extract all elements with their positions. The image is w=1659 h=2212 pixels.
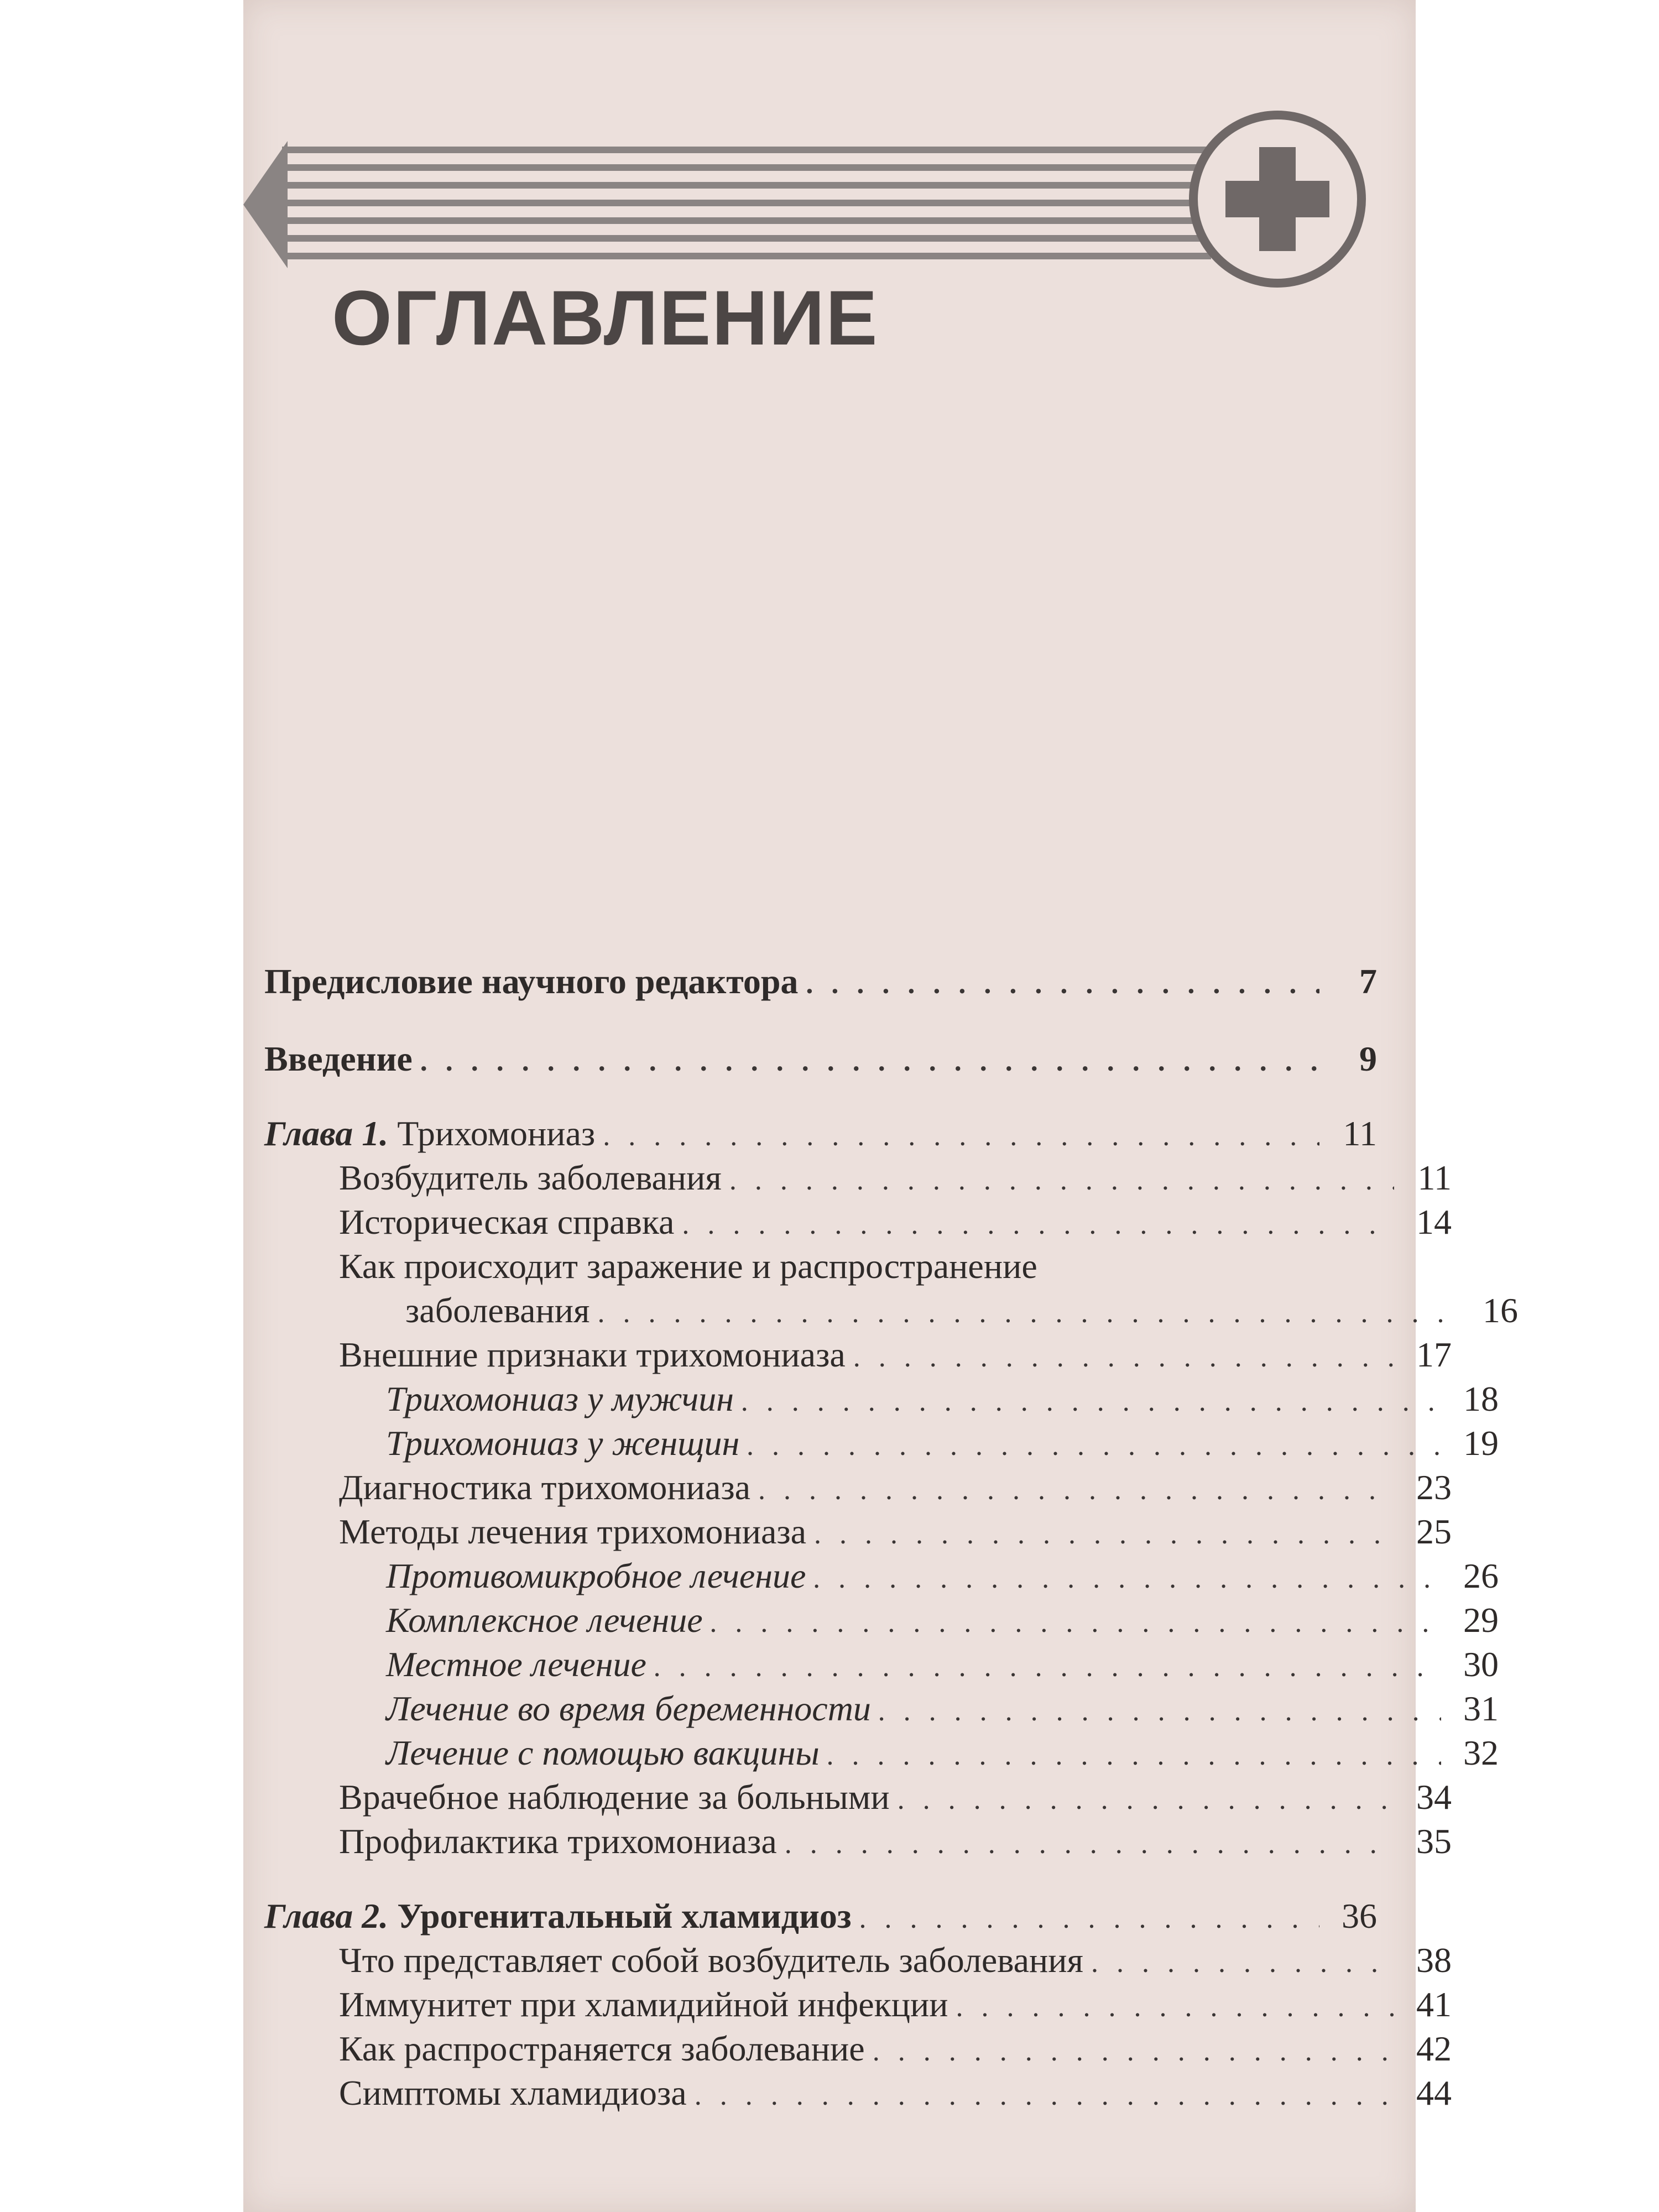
toc-leader-dots: [747, 1424, 1441, 1468]
toc-entry[interactable]: [264, 1333, 1452, 1380]
toc-page-number: 23: [1416, 1468, 1452, 1507]
toc-entry-label: Иммунитет при хламидийной инфекции: [339, 1985, 948, 2024]
toc-page-number: 38: [1416, 1940, 1452, 1980]
toc-entry[interactable]: [264, 1731, 1499, 1778]
toc-entry[interactable]: [264, 1421, 1499, 1468]
toc-entry-label: Врачебное наблюдение за больными: [339, 1777, 890, 1817]
toc-entry[interactable]: [264, 1377, 1499, 1424]
toc-entry[interactable]: [264, 1598, 1499, 1645]
toc-entry[interactable]: [264, 1819, 1452, 1866]
toc-page-number: 9: [1359, 1039, 1377, 1078]
toc-page-number: 26: [1463, 1556, 1499, 1595]
toc-leader-dots: [827, 1734, 1441, 1778]
toc-entry[interactable]: [264, 1200, 1452, 1247]
toc-page-number: 31: [1463, 1689, 1499, 1728]
toc-entry[interactable]: [264, 1642, 1499, 1689]
toc-page-number: 34: [1416, 1777, 1452, 1817]
toc-entry[interactable]: [264, 1288, 1518, 1335]
header-stripes: [243, 141, 1211, 268]
toc-entry-label: Диагностика трихомониаза: [339, 1468, 750, 1507]
toc-entry[interactable]: [264, 2071, 1452, 2118]
toc-entry-label: Симптомы хламидиоза: [339, 2073, 687, 2112]
toc-entry[interactable]: [264, 1510, 1452, 1557]
toc-page-number: 30: [1463, 1645, 1499, 1684]
toc-entry-chapter-2[interactable]: [264, 1894, 1377, 1941]
toc-entry[interactable]: [264, 2027, 1452, 2074]
toc-page-number: 14: [1416, 1202, 1452, 1241]
toc-entry-label: Историческая справка: [339, 1202, 675, 1241]
toc-page-number: 32: [1463, 1733, 1499, 1772]
toc-entry[interactable]: [264, 1775, 1452, 1822]
toc-entry-label: Внешние признаки трихомониаза: [339, 1335, 846, 1374]
toc-page-number: 42: [1416, 2029, 1452, 2068]
toc-leader-dots: [859, 1897, 1319, 1941]
toc-leader-dots: [956, 1985, 1394, 2030]
toc-leader-dots: [806, 962, 1319, 1006]
toc-entry-label: Методы лечения трихомониаза: [339, 1512, 807, 1551]
toc-entry-introduction[interactable]: [264, 1037, 1377, 1084]
toc-entry-label: Местное лечение: [386, 1645, 646, 1684]
toc-leader-dots: [879, 1689, 1441, 1734]
toc-entry-label-line1: Как происходит заражение и распространение: [339, 1246, 1037, 1286]
toc-page-number: 7: [1359, 962, 1377, 1001]
toc-leader-dots: [853, 1335, 1394, 1380]
toc-entry-label: Профилактика трихомониаза: [339, 1822, 777, 1861]
toc-entry-label: заболевания: [405, 1291, 590, 1330]
toc-leader-dots: [898, 1778, 1394, 1822]
page-title: ОГЛАВЛЕНИЕ: [332, 274, 879, 361]
toc-leader-dots: [420, 1040, 1319, 1084]
toc-leader-dots: [873, 2030, 1394, 2074]
toc-entry-label: Трихомониаз у мужчин: [386, 1379, 734, 1418]
toc-leader-dots: [654, 1645, 1441, 1689]
toc-page-number: 35: [1416, 1822, 1452, 1861]
toc-leader-dots: [1091, 1941, 1394, 1985]
toc-leader-dots: [742, 1380, 1441, 1424]
toc-entry[interactable]: [264, 1687, 1499, 1734]
toc-entry-label: Трихомониаз: [397, 1114, 596, 1153]
toc-entry-label: Лечение во время беременности: [386, 1689, 871, 1728]
toc-entry[interactable]: [264, 1465, 1452, 1512]
toc-leader-dots: [711, 1601, 1441, 1645]
toc-entry-label: Противомикробное лечение: [386, 1556, 806, 1595]
toc-leader-dots: [597, 1291, 1460, 1335]
toc-leader-dots: [682, 1203, 1394, 1247]
toc-page-number: 41: [1416, 1985, 1452, 2024]
toc-leader-dots: [814, 1512, 1394, 1557]
toc-entry[interactable]: [264, 1983, 1452, 2030]
toc-page-number: 17: [1416, 1335, 1452, 1374]
toc-page-number: 11: [1417, 1158, 1452, 1197]
toc-entry-label: Трихомониаз у женщин: [386, 1423, 740, 1463]
toc-entry[interactable]: [264, 1938, 1452, 1985]
toc-page-number: 18: [1463, 1379, 1499, 1418]
chapter-prefix: Глава 2.: [264, 1896, 389, 1936]
toc-entry-chapter-1[interactable]: [264, 1112, 1377, 1159]
toc-page-number: 19: [1463, 1423, 1499, 1463]
toc-entry[interactable]: [264, 1156, 1452, 1203]
toc-page-number: 16: [1483, 1291, 1518, 1330]
toc-page-number: 44: [1416, 2073, 1452, 2112]
toc-leader-dots: [758, 1468, 1394, 1512]
toc-entry-label: Как распространяется заболевание: [339, 2029, 865, 2068]
toc-entry-label: Возбудитель заболевания: [339, 1158, 722, 1197]
toc-entry-label: Урогенитальный хламидиоз: [397, 1896, 852, 1936]
toc-entry-label: Введение: [264, 1039, 413, 1078]
toc-entry-label: Комплексное лечение: [386, 1600, 703, 1640]
chapter-prefix: Глава 1.: [264, 1114, 389, 1153]
toc-entry-preface[interactable]: [264, 959, 1377, 1006]
toc-page-number: 25: [1416, 1512, 1452, 1551]
toc-entry[interactable]: [264, 1554, 1499, 1601]
toc-page-number: 11: [1343, 1114, 1377, 1153]
toc-leader-dots: [603, 1114, 1319, 1159]
toc-leader-dots: [813, 1557, 1441, 1601]
toc-entry-label: Что представляет собой возбудитель заболевания: [339, 1940, 1083, 1980]
toc-entry-label: Лечение с помощью вакцины: [386, 1733, 820, 1772]
toc-page-number: 29: [1463, 1600, 1499, 1640]
toc-leader-dots: [785, 1822, 1394, 1866]
toc-leader-dots: [695, 2074, 1394, 2118]
toc-leader-dots: [729, 1159, 1394, 1203]
toc-entry-label: Предисловие научного редактора: [264, 962, 799, 1001]
toc-page-number: 36: [1342, 1896, 1377, 1936]
medical-cross-icon: [1189, 111, 1366, 288]
